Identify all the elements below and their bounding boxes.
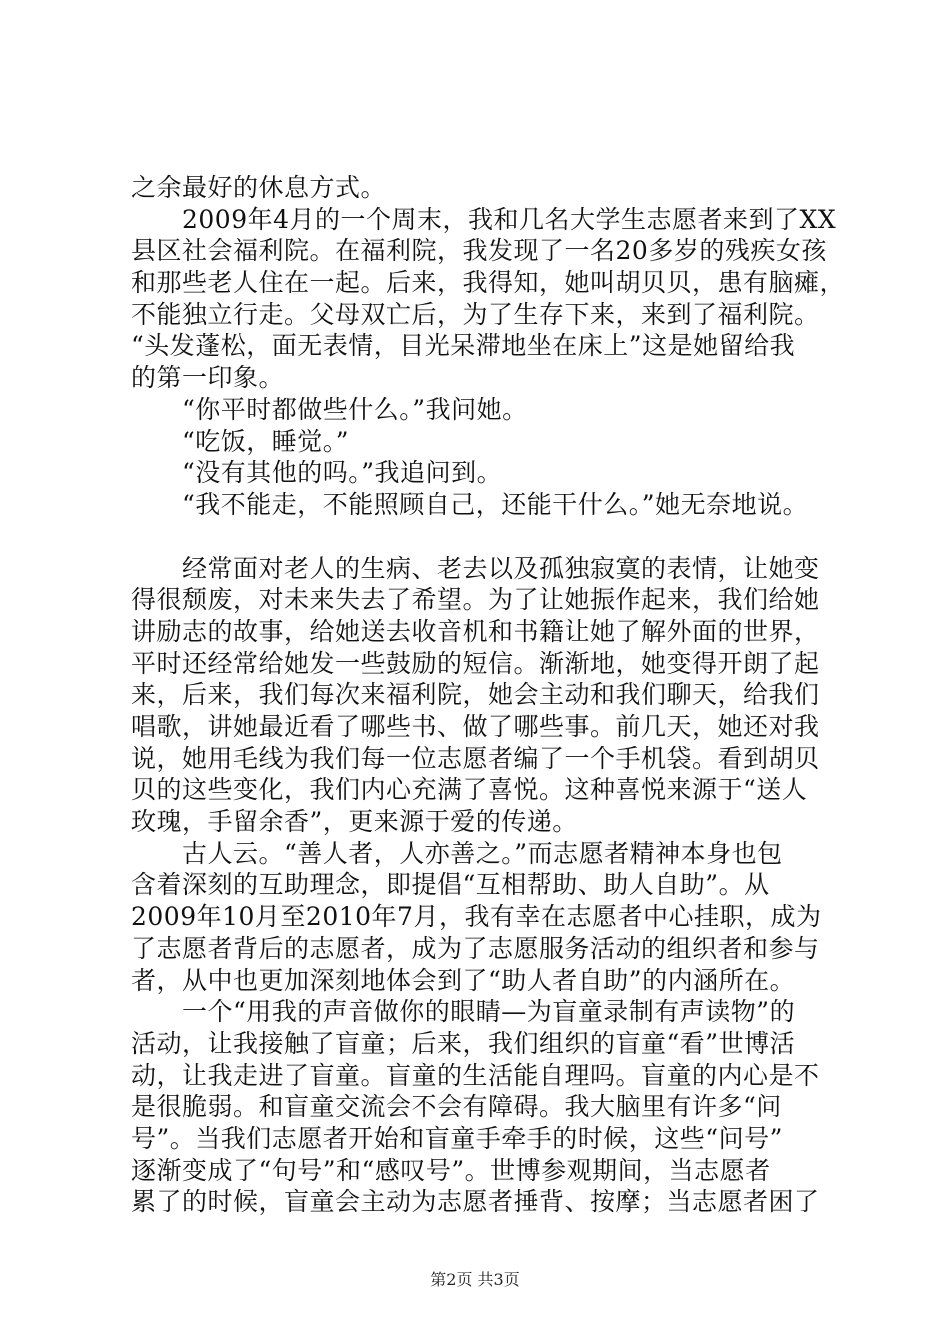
- text-line: 讲励志的故事，给她送去收音机和书籍让她了解外面的世界，: [131, 616, 820, 646]
- text-line: 贝的这些变化，我们内心充满了喜悦。这种喜悦来源于“送人: [131, 775, 808, 805]
- text-line: 了志愿者背后的志愿者，成为了志愿服务活动的组织者和参与: [131, 933, 820, 963]
- text-line: 逐渐变成了“句号”和“感叹号”。世博参观期间，当志愿者: [131, 1155, 771, 1185]
- body-text: [131, 172, 851, 1218]
- text-line: 的第一印象。: [131, 363, 285, 393]
- text-line: 和那些老人住在一起。后来，我得知，她叫胡贝贝，患有脑瘫，: [131, 268, 846, 298]
- text-line: 者，从中也更加深刻地体会到了“助人者自助”的内涵所在。: [131, 965, 796, 995]
- text-line: 是很脆弱。和盲童交流会不会有障碍。我大脑里有许多“问: [131, 1092, 782, 1122]
- text-line: 一个“用我的声音做你的眼睛—为盲童录制有声读物”的: [131, 997, 796, 1027]
- text-line: 含着深刻的互助理念，即提倡“互相帮助、助人自助”。从: [131, 870, 770, 900]
- text-line: 2009年4月的一个周末，我和几名大学生志愿者来到了XX: [131, 204, 837, 234]
- text-line: 得很颓废，对未来失去了希望。为了让她振作起来，我们给她: [131, 585, 820, 615]
- text-line: 2009年10月至2010年7月，我有幸在志愿者中心挂职，成为: [131, 902, 822, 932]
- text-line: 古人云。“善人者，人亦善之。”而志愿者精神本身也包: [131, 838, 783, 868]
- text-line: “头发蓬松，面无表情，目光呆滞地坐在床上”这是她留给我: [131, 331, 796, 361]
- page-number-footer: 第2页 共3页: [430, 1270, 520, 1289]
- text-line: 之余最好的休息方式。: [131, 173, 387, 202]
- text-line: 说，她用毛线为我们每一位志愿者编了一个手机袋。看到胡贝: [131, 743, 820, 773]
- text-line: 来，后来，我们每次来福利院，她会主动和我们聊天，给我们: [131, 680, 820, 710]
- paragraph-gap: [131, 521, 851, 553]
- text-line: 不能独立行走。父母双亡后，为了生存下来，来到了福利院。: [131, 299, 820, 329]
- text-line: “吃饭，睡觉。”: [131, 426, 350, 456]
- text-line: “我不能走，不能照顾自己，还能干什么。”她无奈地说。: [131, 489, 809, 519]
- text-line: 县区社会福利院。在福利院，我发现了一名20多岁的残疾女孩: [131, 236, 827, 266]
- text-line: 平时还经常给她发一些鼓励的短信。渐渐地，她变得开朗了起: [131, 648, 820, 678]
- text-line: 动，让我走进了盲童。盲童的生活能自理吗。盲童的内心是不: [131, 1060, 820, 1090]
- text-line: 经常面对老人的生病、老去以及孤独寂寞的表情，让她变: [131, 553, 820, 583]
- text-line: 累了的时候，盲童会主动为志愿者捶背、按摩；当志愿者困了: [131, 1187, 820, 1217]
- text-line: “没有其他的吗。”我追问到。: [131, 458, 503, 488]
- text-line: 唱歌，讲她最近看了哪些书、做了哪些事。前几天，她还对我: [131, 712, 820, 741]
- text-line: “你平时都做些什么。”我问她。: [131, 394, 528, 424]
- text-line: 号”。当我们志愿者开始和盲童手牵手的时候，这些“问号”: [131, 1123, 783, 1153]
- text-line: 活动，让我接触了盲童；后来，我们组织的盲童“看”世博活: [131, 1028, 796, 1058]
- text-line: 玫瑰，手留余香”，更来源于爱的传递。: [131, 807, 578, 837]
